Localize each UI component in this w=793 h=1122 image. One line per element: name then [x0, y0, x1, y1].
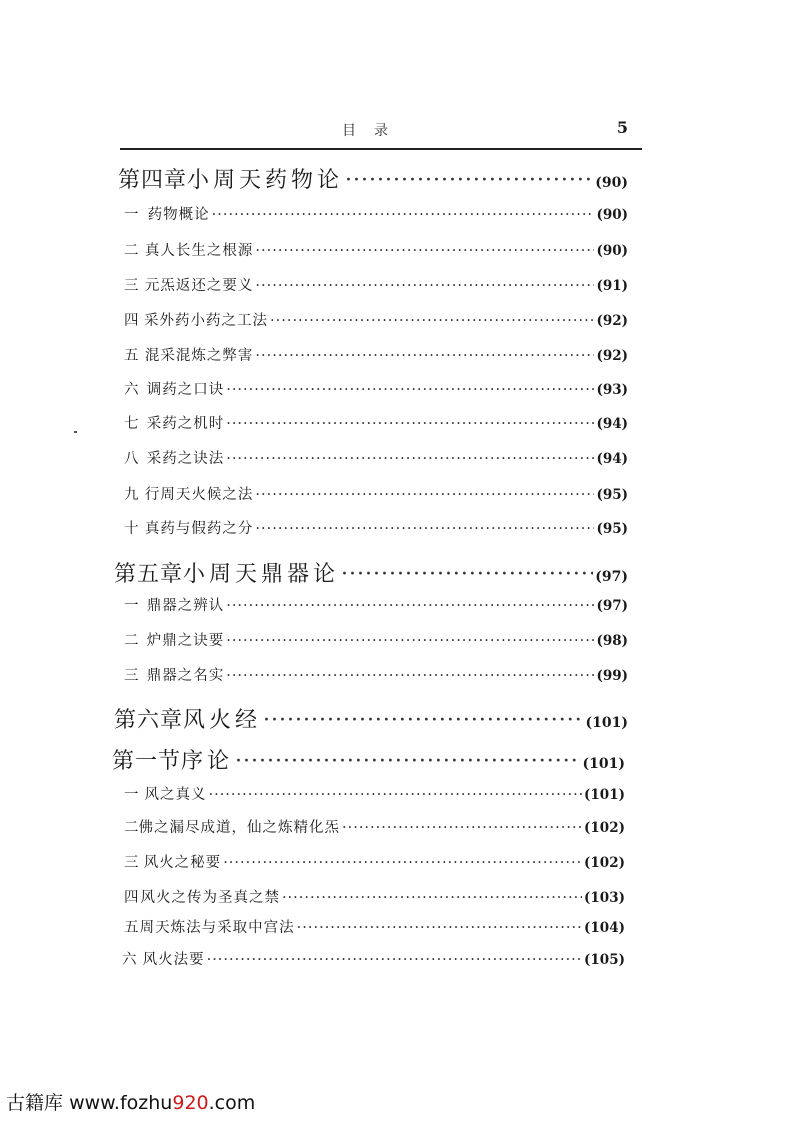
toc-title: 小周天药物论 [187, 168, 344, 193]
toc-page-number: (98) [596, 633, 628, 649]
toc-item-row[interactable] [124, 447, 628, 468]
toc-item-row[interactable] [124, 483, 628, 504]
toc-item-row[interactable] [124, 664, 628, 685]
toc-number: 二 [124, 243, 139, 259]
toc-page-number: (90) [596, 243, 628, 259]
site-url-prefix[interactable]: www.fozhu [69, 1092, 173, 1114]
toc-title: 风火之秘要 [143, 855, 222, 871]
toc-number: 一 [124, 598, 139, 614]
toc-page-number: (90) [595, 175, 628, 191]
toc-item-row[interactable] [124, 274, 628, 295]
page-number: 5 [616, 118, 628, 137]
toc-title: 小周天鼎器论 [183, 562, 340, 587]
toc-page-number: (102) [584, 855, 625, 871]
toc-number: 第六章 [114, 708, 184, 733]
toc-item-row[interactable] [124, 344, 628, 365]
leader-dots [282, 890, 582, 906]
leader-dots [226, 633, 594, 649]
toc-title: 混采混炼之弊害 [144, 348, 254, 364]
toc-number: 五 [124, 920, 139, 936]
toc-chapter-row[interactable] [118, 163, 628, 194]
toc-number: 四 [124, 313, 139, 329]
toc-page-number: (99) [596, 668, 628, 684]
toc-number: 三 [124, 668, 139, 684]
toc-number: 二 [124, 633, 139, 649]
leader-dots [297, 920, 582, 936]
leader-dots [235, 749, 580, 774]
running-header [120, 118, 642, 146]
toc-title: 采药之诀法 [146, 451, 225, 467]
toc-chapter-row[interactable] [114, 557, 628, 588]
toc-page-number: (97) [595, 569, 628, 585]
header-rule [120, 148, 642, 150]
toc-item-row[interactable] [124, 886, 625, 907]
leader-dots [341, 562, 593, 587]
leader-dots [255, 348, 594, 364]
leader-dots [208, 787, 582, 803]
toc-item-row[interactable] [124, 594, 628, 615]
leader-dots [255, 278, 594, 294]
toc-page-number: (97) [596, 598, 628, 614]
leader-dots [226, 382, 594, 398]
toc-number: 第五章 [114, 562, 184, 587]
toc-number: 九 [124, 487, 139, 503]
toc-title: 行周天火候之法 [144, 487, 254, 503]
toc-item-row[interactable] [124, 629, 628, 650]
toc-title: 佛之漏尽成道，仙之炼精化炁 [138, 820, 340, 836]
leader-dots [226, 416, 594, 432]
toc-page-number: (94) [596, 451, 628, 467]
toc-page-number: (95) [596, 521, 628, 537]
toc-title: 采药之机时 [146, 416, 225, 432]
toc-number: 第一节 [112, 749, 182, 774]
toc-chapter-row[interactable] [112, 744, 625, 775]
toc-number: 十 [124, 521, 139, 537]
toc-title: 风火之传为圣真之禁 [140, 890, 280, 906]
toc-number: 四 [124, 890, 139, 906]
site-url-highlight[interactable]: 920 [172, 1092, 209, 1114]
toc-page-number: (92) [596, 348, 628, 364]
toc-item-row[interactable] [124, 239, 628, 260]
toc-number: 二 [124, 820, 139, 836]
toc-page-number: (101) [584, 787, 625, 803]
leader-dots [207, 952, 582, 968]
toc-title: 周天炼法与采取中宫法 [139, 920, 295, 936]
site-name: 古籍库 [6, 1092, 64, 1114]
toc-page-number: (103) [584, 890, 625, 906]
toc-title: 采外药小药之工法 [144, 313, 269, 329]
toc-number: 第四章 [118, 168, 188, 193]
leader-dots [226, 598, 594, 614]
toc-title: 元炁返还之要义 [144, 278, 254, 294]
leader-dots [255, 521, 594, 537]
toc-item-row[interactable] [124, 783, 625, 804]
toc-number: 八 [124, 451, 139, 467]
toc-number: 三 [124, 855, 139, 871]
toc-page-number: (105) [584, 952, 625, 968]
leader-dots [255, 243, 594, 259]
toc-item-row[interactable] [124, 412, 628, 433]
toc-item-row[interactable] [124, 916, 625, 937]
toc-number: 一 [124, 207, 139, 223]
toc-page-number: (93) [596, 382, 628, 398]
toc-number: 七 [124, 416, 139, 432]
leader-dots [255, 487, 594, 503]
toc-chapter-row[interactable] [114, 703, 628, 734]
toc-title: 风火法要 [142, 952, 205, 968]
toc-title: 真药与假药之分 [144, 521, 254, 537]
toc-title: 风之真义 [144, 787, 207, 803]
toc-title: 序论 [181, 749, 234, 774]
toc-page-number: (101) [585, 715, 628, 731]
leader-dots [342, 820, 582, 836]
toc-number: 六 [124, 382, 139, 398]
toc-item-row[interactable] [124, 851, 625, 872]
toc-item-row[interactable] [124, 378, 628, 399]
leader-dots [263, 708, 583, 733]
site-url-suffix[interactable]: .com [208, 1092, 256, 1114]
leader-dots [223, 855, 582, 871]
watermark-footer [6, 1088, 255, 1115]
toc-item-row[interactable] [124, 203, 628, 224]
toc-page-number: (95) [596, 487, 628, 503]
toc-page-number: (102) [584, 820, 625, 836]
toc-page-number: (91) [596, 278, 628, 294]
leader-dots [212, 207, 595, 223]
toc-number: 一 [124, 787, 139, 803]
toc-title: 炉鼎之诀要 [146, 633, 225, 649]
toc-page-number: (101) [582, 756, 625, 772]
toc-item-row[interactable] [124, 517, 628, 538]
toc-number: 六 [122, 952, 137, 968]
toc-page-number: (90) [596, 207, 628, 223]
scan-speck [74, 431, 77, 433]
leader-dots [270, 313, 594, 329]
toc-item-row[interactable] [124, 309, 628, 330]
toc-item-row[interactable] [122, 948, 625, 969]
leader-dots [226, 451, 594, 467]
toc-page-number: (104) [584, 920, 625, 936]
header-title: 目录 [342, 123, 406, 139]
toc-page-number: (92) [596, 313, 628, 329]
toc-title: 真人长生之根源 [144, 243, 254, 259]
toc-number: 五 [124, 348, 139, 364]
toc-number: 三 [124, 278, 139, 294]
toc-title: 调药之口诀 [146, 382, 225, 398]
toc-title: 鼎器之辨认 [146, 598, 225, 614]
leader-dots [345, 168, 593, 193]
toc-title: 鼎器之名实 [146, 668, 225, 684]
toc-title: 药物概论 [147, 207, 210, 223]
toc-item-row[interactable] [124, 816, 625, 837]
leader-dots [226, 668, 594, 684]
toc-page-number: (94) [596, 416, 628, 432]
toc-title: 风火经 [183, 708, 262, 733]
